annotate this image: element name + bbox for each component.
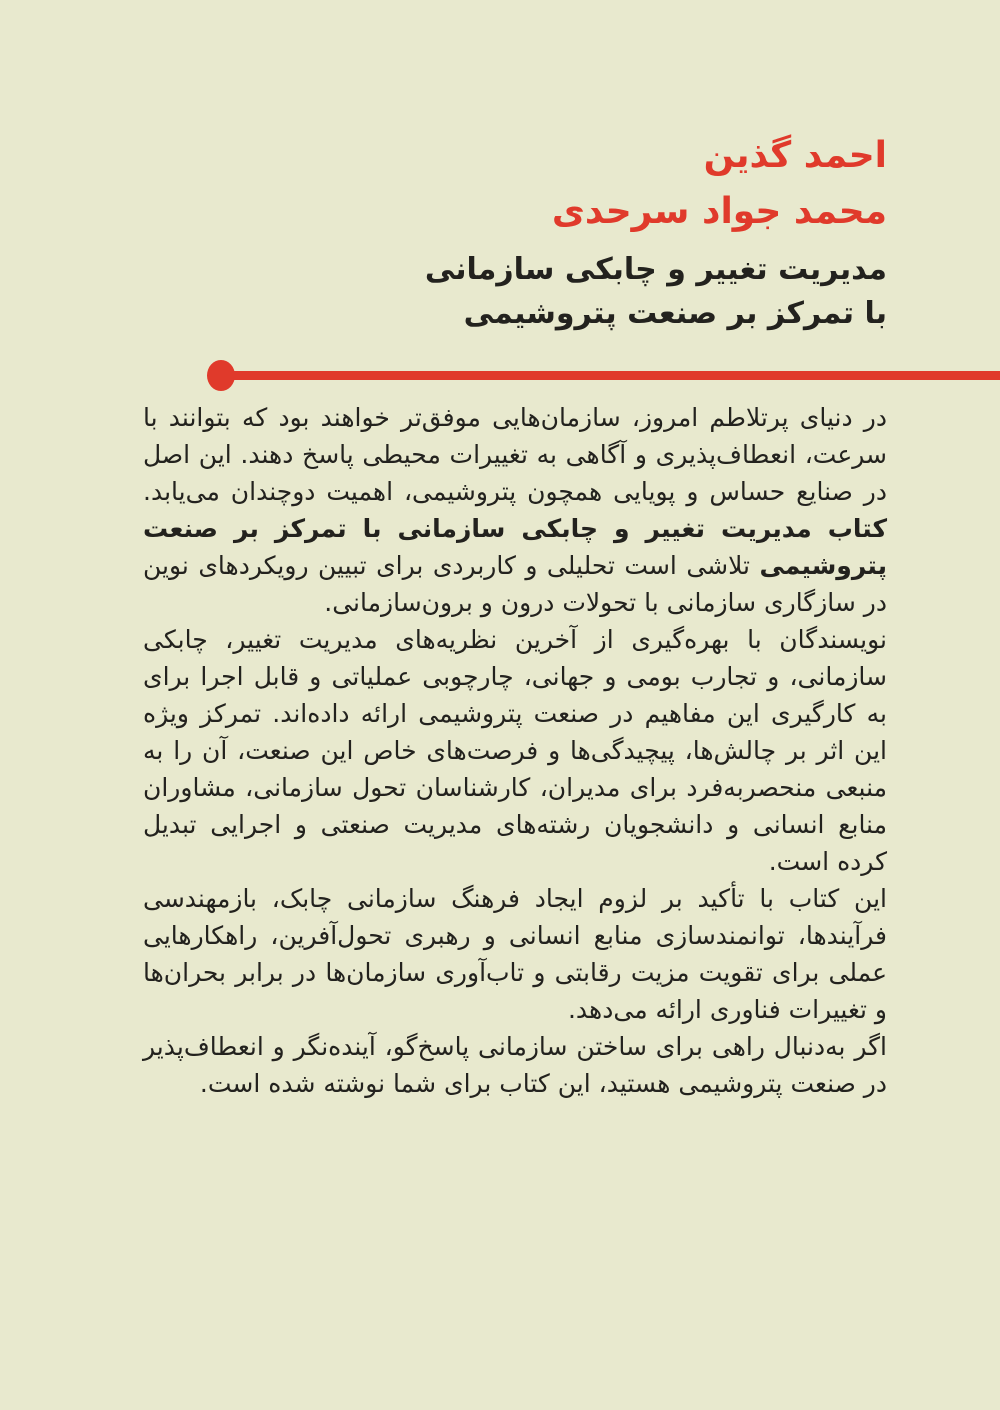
author-name-1: احمد گذین: [703, 135, 887, 176]
description-paragraph-4: اگر به‌دنبال راهی برای ساختن سازمانی پاسخ‌گو، آینده‌نگر و انعطاف‌پذیر در صنعت پتروشیمی هستید، این کتاب برای شما نوشته شده است.: [143, 1032, 887, 1098]
book-title: [143, 248, 887, 336]
header: [143, 128, 887, 336]
book-description: [143, 399, 887, 1102]
divider-line: [221, 371, 1000, 380]
book-title-line-1: مدیریت تغییر و چابکی سازمانی: [424, 252, 887, 287]
paragraph-1-outro: تلاشی است تحلیلی و کاربردی برای تبیین رویکردهای نوین در سازگاری سازمانی با تحولات درون و برون‌سازمانی.: [143, 551, 887, 617]
author-name-2: محمد جواد سرحدی: [551, 191, 887, 232]
paragraph-1-book-title-bold: کتاب مدیریت تغییر و چابکی سازمانی با تمرکز بر صنعت پتروشیمی: [143, 514, 887, 580]
description-paragraph-2: نویسندگان با بهره‌گیری از آخرین نظریه‌های مدیریت تغییر، چابکی سازمانی، و تجارب بومی و جهانی، چارچوبی عملیاتی و قابل اجرا برای به کارگیری این مفاهیم در صنعت پتروشیمی ارائه داده‌اند. تمرکز ویژه این اثر بر چالش‌ها، پیچیدگی‌ها و فرصت‌های خاص این صنعت، آن را به منبعی منحصربه‌فرد برای مدیران، کارشناسان تحول سازمانی، مشاوران منابع انسانی و دانشجویان رشته‌های مدیریت صنعتی و اجرایی تبدیل کرده است.: [143, 625, 887, 876]
description-paragraph-3: این کتاب با تأکید بر لزوم ایجاد فرهنگ سازمانی چابک، بازمهندسی فرآیندها، توانمندسازی منابع انسانی و رهبری تحول‌آفرین، راهکارهایی عملی برای تقویت مزیت رقابتی و تاب‌آوری سازمان‌ها در برابر بحران‌ها و تغییرات فناوری ارائه می‌دهد.: [143, 884, 887, 1024]
book-title-line-2: با تمرکز بر صنعت پتروشیمی: [463, 296, 887, 331]
description-paragraph-1: [143, 399, 887, 621]
paragraph-1-intro: در دنیای پرتلاطم امروز، سازمان‌هایی موفق‌تر خواهند بود که بتوانند با سرعت، انعطاف‌پذیری و آگاهی به تغییرات محیطی پاسخ دهند. این اصل در صنایع حساس و پویایی همچون پتروشیمی، اهمیت دوچندان می‌یابد.: [143, 403, 887, 506]
author-names: [143, 128, 887, 240]
